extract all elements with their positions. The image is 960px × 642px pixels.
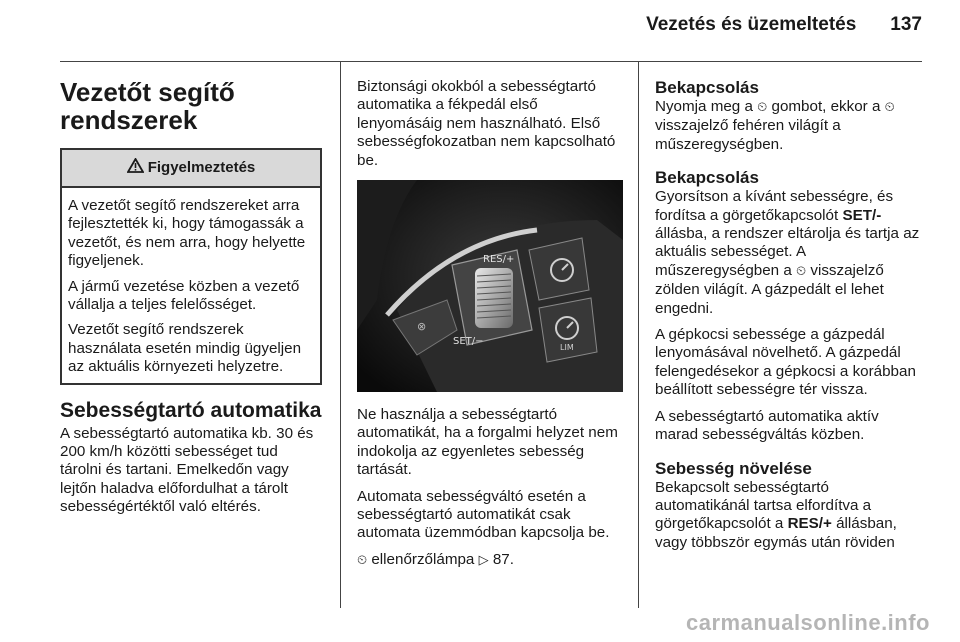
warning-box — [60, 148, 322, 385]
heading-bekapcsolas-1: Bekapcsolás — [655, 78, 759, 97]
header-rule — [60, 61, 922, 62]
text-span: Bekapcsolt sebességtartó automatikánál tartsa elfordítva a görgetőkapcsolót a — [655, 478, 872, 533]
page-title — [60, 78, 322, 134]
title-line-2: rendszerek — [60, 105, 198, 135]
paragraph: Ne használja a sebességtartó automatikát, ha a forgalmi helyzet nem indokolja az egyenletes sebesség tartását. — [357, 406, 618, 479]
warning-triangle-icon — [127, 158, 144, 177]
paragraph — [655, 188, 923, 318]
steering-wheel-buttons-image — [357, 180, 623, 392]
watermark: carmanualsonline.info — [686, 610, 930, 635]
cruise-control-icon: ⏲ — [796, 263, 807, 279]
text-span: Nyomja meg a — [655, 98, 758, 115]
lim-label: LIM — [560, 343, 574, 353]
set-label: SET/− — [453, 336, 484, 348]
right-column — [655, 78, 923, 560]
paragraph: A gépkocsi sebessége a gázpedál lenyomásával növelhető. A gázpedál felengedésekor a gépkocsi a korábban beállított sebességre tér vissza. — [655, 326, 916, 399]
warning-body — [62, 188, 320, 383]
warning-paragraph: A jármű vezetése közben a vezető vállalja a teljes felelősséget. — [68, 277, 300, 314]
title-line-1: Vezetőt segítő — [60, 77, 235, 107]
page-number: 137 — [890, 14, 922, 35]
text-span: gombot, ekkor a — [767, 98, 885, 115]
heading-sebesseg-novelese: Sebesség növelése — [655, 458, 812, 478]
text-span: állásba, a rendszer eltárolja és tartja az aktuális sebességet. A műszeregységben a — [655, 225, 920, 279]
paragraph — [655, 479, 923, 553]
reference-text: ellenőrzőlámpa — [367, 550, 479, 568]
cruise-text: A sebességtartó automatika kb. 30 és 200 km/h közötti sebességet tud tárolni és tartani. Emelkedőn vagy lejtőn haladva előfordulhat a tárolt sebességértéktől való eltérés. — [60, 424, 314, 516]
text-span: Gyorsítson a kívánt sebességre, és fordítsa a görgetőkapcsolót — [655, 188, 894, 224]
svg-text:⊗: ⊗ — [417, 320, 427, 334]
res-label: RES/+ — [483, 254, 515, 266]
paragraph — [655, 98, 923, 154]
warning-paragraph: A vezetőt segítő rendszereket arra fejlesztették ki, hogy támogassák a vezetőt, és nem arra, hogy helyette figyeljenek. — [68, 197, 306, 270]
middle-column — [357, 78, 627, 578]
column-divider-1 — [340, 62, 341, 608]
cruise-control-icon: ⏲ — [357, 552, 368, 568]
column-divider-2 — [638, 62, 639, 608]
text-span: visszajelző fehéren világít a műszeregységben. — [655, 117, 841, 153]
warning-title: Figyelmeztetés — [147, 158, 256, 176]
section-title: Vezetés és üzemeltetés — [646, 14, 857, 35]
cruise-control-icon: ⏲ — [757, 100, 768, 115]
intro-text: Biztonsági okokból a sebességtartó automatika a fékpedál első lenyomásáig nem használható. Első sebességfokozatban nem kapcsolható be. — [357, 78, 616, 169]
warning-header — [62, 150, 320, 188]
warning-paragraph: Vezetőt segítő rendszerek használata esetén mindig ügyeljen az aktuális környezeti helyzetre. — [68, 321, 302, 376]
bold-text: RES/+ — [787, 515, 832, 533]
text-span: visszajelző zölden világít. A gázpedált el lehet engedni. — [655, 261, 884, 317]
reference-line — [357, 551, 627, 570]
bold-text: SET/- — [842, 206, 882, 224]
reference-page[interactable]: 87. — [492, 550, 514, 568]
cruise-heading: Sebességtartó automatika — [60, 398, 322, 422]
heading-bekapcsolas-2: Bekapcsolás — [655, 168, 759, 188]
cruise-control-icon: ⏲ — [884, 100, 895, 115]
paragraph: A sebességtartó automatika aktív marad sebességváltás közben. — [655, 407, 879, 444]
page-ref-arrow-icon: ▷ — [478, 552, 489, 568]
text-span: állásban, vagy többször egymás után röviden — [655, 515, 897, 551]
left-column — [60, 70, 322, 525]
paragraph: Automata sebességváltó esetén a sebességtartó automatikát csak automata üzemmódban kapcsolja be. — [357, 487, 610, 542]
page-header — [646, 14, 922, 36]
